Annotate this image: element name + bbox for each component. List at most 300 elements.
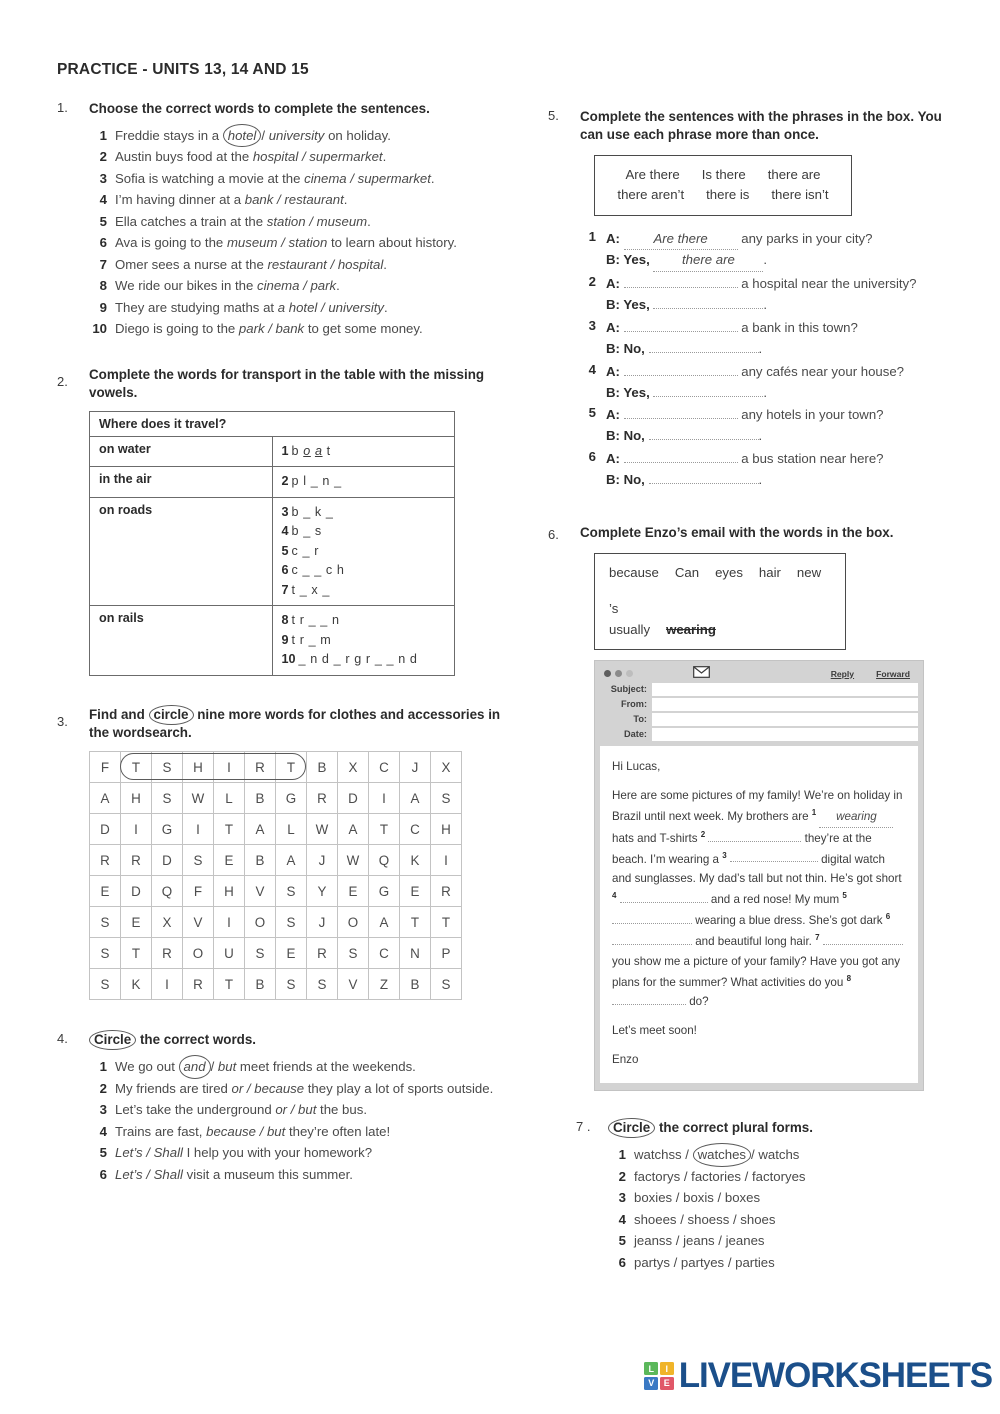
circled-answer[interactable]: and (179, 1056, 211, 1078)
ws-cell[interactable]: R (183, 969, 214, 1000)
ws-cell[interactable]: E (400, 876, 431, 907)
row-words[interactable] (272, 467, 455, 498)
ws-cell[interactable]: I (121, 814, 152, 845)
ws-cell[interactable]: B (245, 783, 276, 814)
ws-cell[interactable]: I (152, 969, 183, 1000)
item-options[interactable]: factorys / factories / factoryes (634, 1168, 806, 1184)
ws-cell[interactable]: S (276, 907, 307, 938)
email-blank-8[interactable] (612, 1004, 686, 1005)
ws-cell[interactable]: L (214, 783, 245, 814)
ws-cell[interactable]: T (214, 814, 245, 845)
list-item[interactable] (608, 1144, 958, 1166)
ws-cell[interactable]: B (307, 752, 338, 783)
liveworksheets-logo[interactable] (644, 1356, 992, 1396)
phrase-chip[interactable]: Is there (701, 166, 746, 182)
answer-blank[interactable] (649, 439, 759, 440)
ws-cell[interactable]: Q (152, 876, 183, 907)
ws-cell[interactable]: D (152, 845, 183, 876)
answer-blank[interactable] (624, 375, 738, 376)
speaker-a-label: A: (606, 276, 620, 292)
item-text: My friends are tired (115, 1080, 232, 1096)
email-blank-4[interactable] (620, 902, 708, 903)
subject-input[interactable] (652, 683, 918, 696)
item-tail: on holiday. (324, 127, 391, 143)
ws-cell[interactable]: E (214, 845, 245, 876)
answer-blank[interactable] (653, 396, 763, 397)
circled-answer[interactable]: watches (693, 1144, 751, 1166)
list-item[interactable] (608, 1187, 958, 1209)
email-blank-2[interactable] (708, 841, 801, 842)
email-blank-6[interactable] (612, 944, 692, 945)
item-tail: to learn about history. (327, 235, 457, 251)
ws-cell[interactable]: H (431, 814, 462, 845)
item-options[interactable]: hospital / supermarket (252, 149, 383, 165)
ws-cell[interactable]: S (307, 969, 338, 1000)
item-options[interactable]: station / museum (266, 213, 368, 229)
ws-cell[interactable]: O (245, 907, 276, 938)
email-closing: Let’s meet soon! (612, 1024, 697, 1038)
answer-blank[interactable] (649, 352, 759, 353)
ws-cell[interactable]: J (307, 907, 338, 938)
item-option[interactable]: but (214, 1059, 237, 1075)
item-number: 1 (99, 127, 107, 143)
vowel-answer[interactable]: o (303, 443, 311, 458)
ws-cell[interactable]: F (183, 876, 214, 907)
email-blank-7[interactable] (823, 944, 903, 945)
ws-cell[interactable]: A (338, 814, 369, 845)
reply-button[interactable]: Reply (830, 668, 855, 679)
word-chip[interactable]: because (609, 564, 659, 580)
ws-cell[interactable]: C (400, 814, 431, 845)
exercise-3 (57, 706, 517, 1001)
table-row (90, 436, 455, 467)
word-blank[interactable]: b _ s (291, 524, 322, 539)
instruction-post: nine more words for clothes and accessories in the wordsearch. (89, 706, 501, 740)
word-line[interactable] (282, 650, 446, 670)
email-blank-1[interactable]: wearing (819, 807, 893, 828)
ws-cell[interactable]: S (90, 938, 121, 969)
ws-cell[interactable]: B (400, 969, 431, 1000)
item-options[interactable]: Let’s / Shall (115, 1166, 183, 1182)
email-mockup (594, 660, 924, 1091)
word-chip[interactable]: Can (674, 564, 700, 580)
item-number: 7 (99, 256, 107, 272)
word-line[interactable] (282, 503, 446, 523)
item-number: 2 (99, 149, 107, 165)
ws-cell[interactable]: B (245, 845, 276, 876)
page-title: PRACTICE - UNITS 13, 14 AND 15 (57, 61, 309, 78)
ws-cell[interactable]: D (90, 814, 121, 845)
email-field-row (600, 713, 918, 726)
list-item[interactable] (89, 1164, 517, 1186)
item-number: 1 (618, 1147, 626, 1163)
word-number: 8 (281, 613, 289, 628)
item-number: 3 (99, 1102, 107, 1118)
instruction-post: the correct plural forms. (655, 1120, 813, 1136)
ws-cell[interactable]: R (431, 876, 462, 907)
word-number: 5 (281, 543, 289, 558)
phrase-chip[interactable]: there aren’t (617, 187, 685, 203)
item-options[interactable]: cinema / supermarket (304, 170, 431, 186)
item-text: Omer sees a nurse at the (115, 256, 268, 272)
from-input[interactable] (652, 698, 918, 711)
ws-cell[interactable]: O (183, 938, 214, 969)
answer-blank[interactable] (624, 462, 738, 463)
exercise-7 (576, 1119, 958, 1273)
list-item[interactable] (89, 1142, 517, 1164)
date-input[interactable] (652, 728, 918, 741)
ws-cell[interactable]: I (214, 907, 245, 938)
phrase-chip[interactable]: there are (767, 166, 821, 182)
exercise-1-items (89, 125, 517, 340)
item-options[interactable]: partys / partyes / parties (634, 1254, 775, 1270)
ws-cell[interactable]: V (338, 969, 369, 1000)
item-number: 5 (618, 1233, 626, 1249)
ws-cell[interactable]: S (245, 938, 276, 969)
ws-cell[interactable]: C (369, 752, 400, 783)
ws-cell[interactable]: T (121, 938, 152, 969)
question-tail: any cafés near your house? (741, 363, 905, 379)
table-row (90, 938, 462, 969)
dialogue-line-b: B: No, . (606, 472, 763, 488)
answer-blank[interactable]: Are there (624, 229, 738, 251)
item-options[interactable]: a hotel / university (277, 299, 385, 315)
ws-cell[interactable]: H (214, 876, 245, 907)
ws-cell[interactable]: E (121, 907, 152, 938)
ws-cell[interactable]: S (152, 783, 183, 814)
word-blank[interactable]: t r _ _ n (291, 613, 340, 628)
email-fields (600, 683, 918, 741)
word-number: 1 (281, 443, 289, 458)
item-tail: they play a lot of sports outside. (304, 1080, 494, 1096)
item-number: 3 (618, 1190, 626, 1206)
email-text: they’re at the beach. I’m wearing a (612, 831, 872, 866)
item-number: 6 (588, 449, 596, 465)
item-options[interactable]: Let’s / Shall (115, 1145, 183, 1161)
window-dot-minimize-icon[interactable] (615, 670, 622, 677)
item-text: I’m having dinner at a (115, 192, 245, 208)
list-item[interactable] (89, 275, 517, 297)
dialogue-line-b: B: Yes, . (606, 384, 768, 400)
word-blank[interactable]: _ n d _ r g r _ _ n d (298, 652, 418, 667)
answer-blank[interactable] (653, 308, 763, 309)
ws-cell[interactable]: T (400, 907, 431, 938)
speaker-b-label: B: Yes, (606, 384, 650, 400)
ws-cell[interactable]: G (152, 814, 183, 845)
list-item[interactable] (89, 125, 517, 147)
list-item[interactable] (89, 1099, 517, 1121)
item-options[interactable]: boxies / boxis / boxes (634, 1190, 761, 1206)
email-field-row (600, 728, 918, 741)
dialogue-line-a (606, 318, 958, 339)
ws-cell[interactable]: W (338, 845, 369, 876)
item-text: watchss / (634, 1147, 693, 1163)
ws-cell[interactable]: D (338, 783, 369, 814)
ws-cell[interactable]: P (431, 938, 462, 969)
ws-cell[interactable]: E (90, 876, 121, 907)
item-options[interactable]: museum / station (226, 235, 328, 251)
item-text: Let’s take the underground (115, 1102, 276, 1118)
item-options[interactable]: restaurant / hospital (267, 256, 384, 272)
ws-cell[interactable]: G (369, 876, 400, 907)
ws-cell[interactable]: S (431, 783, 462, 814)
word-blank[interactable]: t _ x _ (291, 582, 331, 597)
item-options[interactable]: bank / restaurant (244, 192, 344, 208)
item-text: Ella catches a train at the (115, 213, 267, 229)
ws-cell[interactable]: H (121, 783, 152, 814)
phrase-chip[interactable]: Are there (625, 166, 680, 182)
dialogue-item (580, 449, 958, 491)
ws-cell[interactable]: A (369, 907, 400, 938)
word-chip[interactable]: hair (758, 564, 781, 580)
item-text: Trains are fast, (115, 1123, 207, 1139)
item-options[interactable]: jeanss / jeans / jeanes (634, 1233, 765, 1249)
ws-cell[interactable]: O (338, 907, 369, 938)
table-row (90, 606, 455, 676)
word-number: 4 (281, 524, 289, 539)
list-item[interactable] (608, 1209, 958, 1231)
word-line[interactable] (282, 442, 446, 462)
ws-cell[interactable]: J (307, 845, 338, 876)
circle-verb: Circle (89, 1031, 136, 1049)
window-dots (604, 670, 633, 677)
item-tail: / watchs (751, 1147, 800, 1163)
ws-cell[interactable]: S (276, 876, 307, 907)
row-words[interactable] (272, 606, 455, 676)
ws-cell[interactable]: R (245, 752, 276, 783)
dialogue-item (580, 229, 958, 273)
ws-cell[interactable]: B (245, 969, 276, 1000)
word-box-row (609, 563, 831, 620)
ws-cell[interactable]: T (276, 752, 307, 783)
ws-cell[interactable]: T (431, 907, 462, 938)
email-blank-3[interactable] (730, 861, 818, 862)
exercise-1 (57, 100, 517, 340)
date-label: Date: (624, 729, 647, 740)
question-tail: any hotels in your town? (741, 407, 884, 423)
ws-cell[interactable]: E (338, 876, 369, 907)
exercise-4 (57, 1031, 517, 1185)
ws-cell[interactable]: K (400, 845, 431, 876)
ws-cell[interactable]: V (245, 876, 276, 907)
list-item[interactable] (89, 1121, 517, 1143)
word-blank[interactable]: b _ k _ (291, 504, 334, 519)
item-number: 2 (99, 1080, 107, 1096)
exercise-2-number: 2. (57, 373, 68, 389)
ws-cell[interactable]: H (183, 752, 214, 783)
window-dot-maximize-icon[interactable] (626, 670, 633, 677)
word-line[interactable] (282, 561, 446, 581)
ws-cell[interactable]: T (369, 814, 400, 845)
item-options[interactable]: because / but (206, 1123, 286, 1139)
ws-cell[interactable]: J (400, 752, 431, 783)
word-number: 7 (281, 582, 289, 597)
word-line[interactable] (282, 631, 446, 651)
word-chip[interactable]: ’s (609, 601, 619, 617)
word-chip-used[interactable]: wearing (666, 621, 716, 637)
gap-marker: 3 (722, 850, 727, 860)
ws-cell[interactable]: W (307, 814, 338, 845)
row-label: on rails (90, 606, 273, 676)
exercise-1-number: 1. (57, 100, 68, 115)
ws-cell[interactable]: V (183, 907, 214, 938)
item-options[interactable]: or / because (231, 1080, 305, 1096)
email-text: hats and T-shirts (612, 831, 701, 845)
list-item[interactable] (89, 1078, 517, 1100)
ws-cell[interactable]: A (276, 845, 307, 876)
phrase-box-row (609, 185, 837, 205)
item-text: We go out (115, 1059, 179, 1075)
list-item[interactable] (608, 1252, 958, 1274)
item-options[interactable]: shoees / shoess / shoes (634, 1211, 776, 1227)
forward-button[interactable]: Forward (876, 668, 910, 679)
dialogue-line-a (606, 229, 958, 251)
ws-cell[interactable]: N (400, 938, 431, 969)
item-tail: visit a museum this summer. (182, 1166, 353, 1182)
ws-cell[interactable]: T (121, 752, 152, 783)
row-words[interactable] (272, 497, 455, 606)
to-label: To: (633, 714, 647, 725)
ws-cell[interactable]: L (276, 814, 307, 845)
list-item[interactable] (89, 297, 517, 319)
speaker-b-label: B: Yes, (606, 252, 650, 268)
ws-cell[interactable]: A (400, 783, 431, 814)
word-blank[interactable]: c _ _ c h (291, 563, 345, 578)
list-item[interactable] (89, 254, 517, 276)
phrase-box (594, 155, 852, 216)
list-item[interactable] (89, 146, 517, 168)
item-options[interactable]: or / but (275, 1102, 317, 1118)
dialogue-line-a (606, 405, 958, 426)
ws-cell[interactable]: X (152, 907, 183, 938)
word-line[interactable] (282, 522, 446, 542)
ws-cell[interactable]: C (369, 938, 400, 969)
word-line[interactable] (282, 611, 446, 631)
item-option[interactable]: university (265, 127, 325, 143)
window-dot-close-icon[interactable] (604, 670, 611, 677)
ws-cell[interactable]: F (90, 752, 121, 783)
list-item[interactable] (608, 1230, 958, 1252)
item-number: 5 (99, 1145, 107, 1161)
ws-cell[interactable]: T (214, 969, 245, 1000)
phrase-chip[interactable]: there isn’t (771, 187, 829, 203)
row-words[interactable] (272, 436, 455, 467)
vowel-answer[interactable]: a (314, 443, 323, 458)
ws-cell[interactable]: I (183, 814, 214, 845)
answer-blank[interactable] (624, 287, 738, 288)
word-blank[interactable]: t r _ m (291, 632, 332, 647)
circle-verb: circle (149, 706, 194, 724)
ws-cell[interactable]: S (90, 907, 121, 938)
word-blank[interactable]: c _ r (291, 543, 320, 558)
ws-cell[interactable]: S (276, 969, 307, 1000)
ws-cell[interactable]: S (431, 969, 462, 1000)
answer-blank[interactable] (624, 331, 738, 332)
word-chip[interactable]: new (796, 564, 822, 580)
ws-cell[interactable]: Y (307, 876, 338, 907)
answer-blank[interactable] (649, 483, 759, 484)
right-column (548, 100, 958, 1279)
to-input[interactable] (652, 713, 918, 726)
ws-cell[interactable]: Q (369, 845, 400, 876)
exercise-6-number: 6. (548, 526, 559, 542)
email-text: do? (686, 995, 709, 1009)
ws-cell[interactable]: X (338, 752, 369, 783)
word-number: 3 (281, 504, 289, 519)
gap-marker: 1 (811, 807, 817, 817)
ws-cell[interactable]: S (152, 752, 183, 783)
email-blank-5[interactable] (612, 923, 692, 924)
item-number: 4 (99, 1123, 107, 1139)
word-chip[interactable]: eyes (715, 564, 743, 580)
ws-cell[interactable]: W (183, 783, 214, 814)
item-text: Diego is going to the (115, 321, 239, 337)
list-item[interactable] (89, 1056, 517, 1078)
list-item[interactable] (608, 1166, 958, 1188)
word-number: 10 (281, 652, 296, 667)
phrase-chip[interactable]: there is (706, 187, 750, 203)
ws-cell[interactable]: S (338, 938, 369, 969)
list-item[interactable] (89, 168, 517, 190)
ws-cell[interactable]: I (214, 752, 245, 783)
word-blank[interactable]: p l _ n _ (291, 474, 342, 489)
speaker-b-label: B: No, (606, 428, 645, 444)
word-line[interactable] (282, 472, 446, 492)
ws-cell[interactable]: Z (369, 969, 400, 1000)
ws-cell[interactable]: G (276, 783, 307, 814)
word-line[interactable] (282, 581, 446, 601)
table-row (90, 814, 462, 845)
ws-cell[interactable]: R (90, 845, 121, 876)
ws-cell[interactable]: R (121, 845, 152, 876)
word-chip[interactable]: usually (609, 621, 651, 637)
ws-cell[interactable]: I (431, 845, 462, 876)
list-item[interactable] (89, 232, 517, 254)
ws-cell[interactable]: S (90, 969, 121, 1000)
ws-cell[interactable]: U (214, 938, 245, 969)
ws-cell[interactable]: R (152, 938, 183, 969)
list-item[interactable] (89, 189, 517, 211)
ws-cell[interactable]: S (183, 845, 214, 876)
list-item[interactable] (89, 318, 517, 340)
ws-cell[interactable]: D (121, 876, 152, 907)
ws-cell[interactable]: R (307, 783, 338, 814)
ws-cell[interactable]: A (245, 814, 276, 845)
wordsearch-grid[interactable] (89, 751, 462, 1000)
answer-blank[interactable] (624, 418, 738, 419)
dialogue-item (580, 405, 958, 447)
ws-cell[interactable]: K (121, 969, 152, 1000)
question-tail: a bank in this town? (741, 320, 858, 335)
exercise-4-instruction (89, 1031, 517, 1049)
dialogue-line-b: B: Yes, there are . (606, 250, 958, 272)
circled-answer[interactable]: hotel (223, 125, 262, 147)
exercise-7-items (608, 1144, 958, 1273)
table-row (90, 783, 462, 814)
item-options[interactable]: cinema / park (256, 278, 337, 294)
list-item[interactable] (89, 211, 517, 233)
ws-cell[interactable]: A (90, 783, 121, 814)
item-options[interactable]: park / bank (238, 321, 305, 337)
dialogue-line-b: B: No, . (606, 340, 763, 356)
ws-cell[interactable]: R (307, 938, 338, 969)
word-line[interactable] (282, 542, 446, 562)
ws-cell[interactable]: X (431, 752, 462, 783)
ws-cell[interactable]: I (369, 783, 400, 814)
gap-marker: 8 (846, 973, 852, 983)
answer-blank[interactable]: there are (653, 250, 763, 272)
ws-cell[interactable]: E (276, 938, 307, 969)
